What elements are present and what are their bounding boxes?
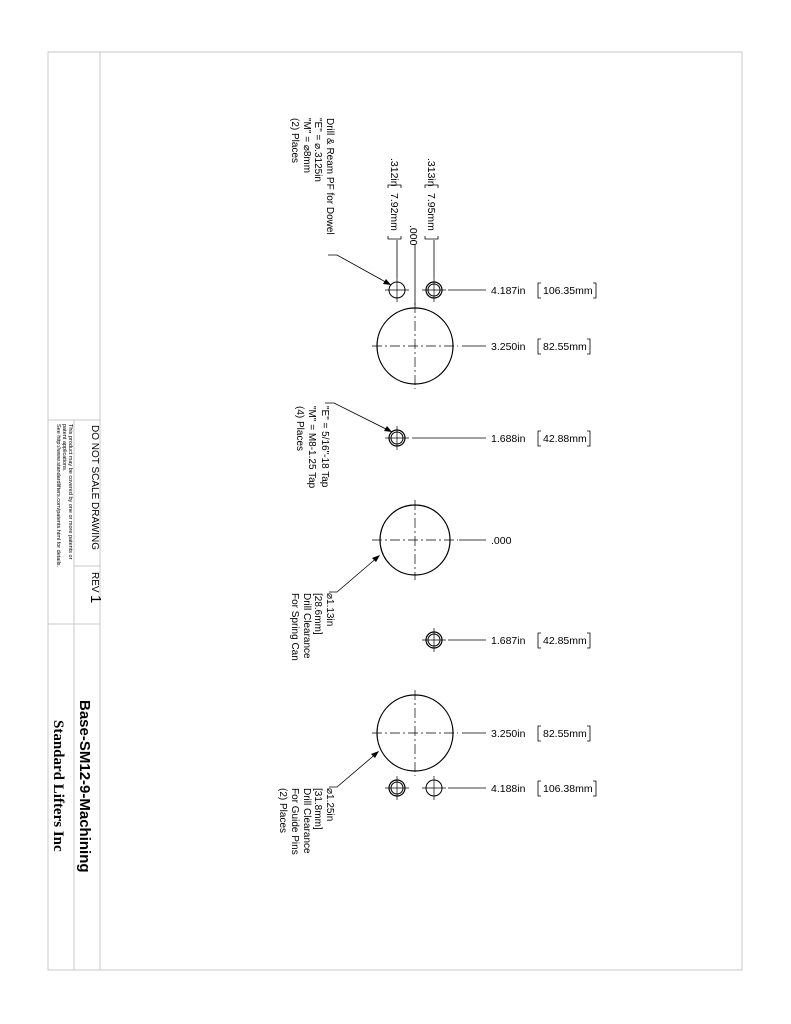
dowel-note-4: (2) Places xyxy=(289,118,300,164)
centerlines xyxy=(372,303,458,776)
patent-line-1: This product may be covered by one or more patents or xyxy=(67,424,73,560)
dim-4187: 4.187in xyxy=(491,285,526,297)
guide-note-1: ⌀1.25in xyxy=(324,788,335,822)
rev-value: 1 xyxy=(87,595,104,604)
dim-1688-mm: 42.88mm xyxy=(543,433,587,445)
vdim-312: .312in xyxy=(388,158,400,187)
rev-label: REV xyxy=(89,572,100,593)
dim-3250-top: 3.250in xyxy=(491,341,526,353)
dim-3250-bot-mm: 82.55mm xyxy=(543,728,587,740)
guide-note-2: [31.8mm] xyxy=(312,788,323,830)
vdim-313-mm: 7.95mm xyxy=(425,193,437,231)
dim-4187-mm: 106.35mm xyxy=(543,285,593,297)
spring-note-4: For Spring Can xyxy=(289,593,300,661)
patent-line-2: patent applications. xyxy=(61,424,67,472)
tap-note-1: "E" = 5/16"-18 Tap xyxy=(319,406,330,488)
tap-note-3: (4) Places xyxy=(294,406,305,452)
dim-4188: 4.188in xyxy=(491,783,526,795)
dim-1687: 1.687in xyxy=(491,635,526,647)
dim-000: .000 xyxy=(491,535,512,547)
guide-note-5: (2) Places xyxy=(277,788,288,834)
dim-4188-mm: 106.38mm xyxy=(543,783,593,795)
small-hole-crosshairs xyxy=(385,278,446,800)
scale-note: DO NOT SCALE DRAWING xyxy=(89,425,100,551)
dim-3250-top-mm: 82.55mm xyxy=(543,341,587,353)
dim-3250-bot: 3.250in xyxy=(491,728,526,740)
dowel-note-3: "M" = ⌀8mm xyxy=(301,118,312,174)
patent-line-3: See http://www.standardlifters.com/patents.html for details. xyxy=(55,424,61,568)
dim-1688: 1.688in xyxy=(491,433,526,445)
vdim-000: .000 xyxy=(407,225,419,246)
vdim-313: .313in xyxy=(425,158,437,187)
part-name: Base-SM12-9-Machining xyxy=(76,700,93,873)
spring-note-1: ⌀1.13in xyxy=(324,593,335,627)
leaders xyxy=(325,255,392,787)
guide-note-3: Drill Clearance xyxy=(301,788,312,854)
guide-note-4: For Guide Pins xyxy=(289,788,300,855)
dim-1687-mm: 42.85mm xyxy=(543,635,587,647)
tap-note-2: "M" = M8-1.25 Tap xyxy=(306,406,317,489)
dowel-note-2: "E" = ⌀.3125in xyxy=(312,118,323,182)
spring-note-2: [28.6mm] xyxy=(312,593,323,635)
company-name: Standard Lifters Inc xyxy=(50,720,66,852)
vdim-312-mm: 7.92mm xyxy=(388,193,400,231)
mm-brackets xyxy=(538,283,596,796)
leader-arrows xyxy=(371,279,392,758)
dowel-note-1: Drill & Ream PF for Dowel xyxy=(324,118,335,235)
spring-note-3: Drill Clearance xyxy=(301,593,312,659)
